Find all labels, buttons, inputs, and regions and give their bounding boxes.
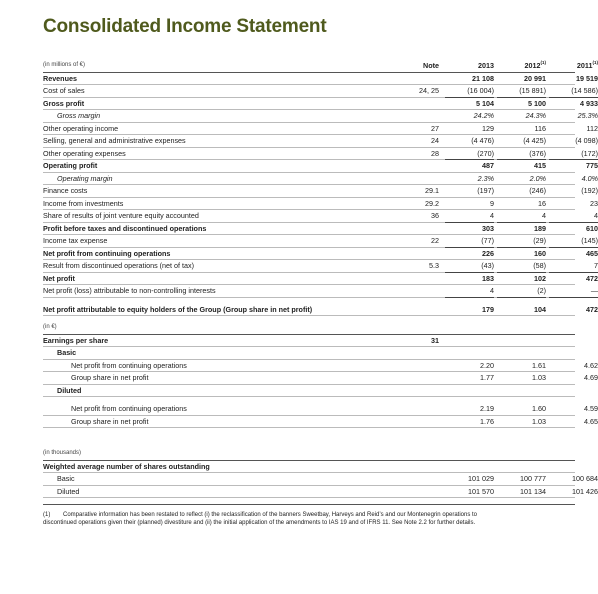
value-2012: (376) (497, 148, 546, 161)
table-row (43, 198, 598, 211)
row-note: 31 (431, 335, 439, 345)
table-row (43, 173, 598, 186)
row-note: 22 (431, 236, 439, 245)
row-label: Net profit from continuing operations (43, 248, 171, 258)
table-row (43, 473, 598, 486)
year-2012-header: 2012$^{(1)}$ (524, 60, 546, 70)
value-2013: 129 (482, 123, 494, 133)
table-row (43, 98, 598, 111)
value-2012: 189 (534, 223, 546, 233)
table-row (43, 416, 598, 429)
table-row (43, 223, 598, 236)
income-statement-table (43, 60, 598, 316)
shares-header-row (43, 448, 575, 461)
footnote-line-2: discontinued operations given their (planned) divestiture and (ii) the initial application of the amendments to IAS 19 and of IFRS 11. See Note 2.2 for further details. (43, 520, 476, 526)
table-row (43, 260, 598, 273)
row-label: Weighted average number of shares outstanding (43, 461, 210, 471)
value-2011: 4.65 (584, 416, 598, 426)
value-2011: (192) (581, 186, 598, 195)
table-row (43, 135, 598, 148)
value-2012: (2) (497, 285, 546, 298)
value-2013: 1.76 (480, 416, 494, 426)
table-row (43, 486, 598, 499)
value-2012: 415 (534, 161, 546, 170)
year-2011-header: 2011$^{(1)}$ (576, 60, 598, 70)
value-2012: 160 (534, 248, 546, 258)
footnote-marker: (1) (43, 512, 51, 518)
page-title: Consolidated Income Statement (43, 16, 327, 37)
value-2011: 112 (586, 123, 598, 133)
value-2011: 101 426 (572, 486, 598, 496)
table-row (43, 360, 598, 373)
table-row (43, 304, 598, 317)
value-2013: 24.2% (473, 111, 494, 120)
value-2012: 4 (497, 210, 546, 223)
eps-header-row (43, 322, 575, 335)
eps-rows (43, 335, 598, 429)
value-2011: 4.62 (584, 360, 598, 370)
table-row (43, 273, 598, 286)
value-2013: (77) (445, 235, 494, 248)
value-2013: (197) (477, 186, 494, 195)
value-2011: 19 519 (576, 73, 598, 83)
row-note: 29.1 (425, 186, 439, 195)
table-row (43, 73, 598, 86)
table-row (43, 385, 575, 398)
value-2011: — (549, 285, 598, 298)
row-label: Selling, general and administrative expenses (43, 136, 186, 145)
value-2013: 101 029 (468, 474, 494, 483)
value-2011: 7 (549, 260, 598, 273)
value-2013: 226 (482, 248, 494, 258)
row-label: Earnings per share (43, 335, 109, 345)
row-note: 27 (431, 123, 439, 133)
table-row (43, 248, 598, 261)
table-row (43, 461, 575, 474)
value-2013: (16 004) (445, 85, 494, 98)
value-2011: 775 (586, 161, 598, 170)
table-row (43, 347, 575, 360)
note-column-header: Note (423, 61, 439, 70)
value-2011: 25.3% (577, 111, 598, 120)
row-label: Net profit (43, 273, 75, 283)
value-2012: (15 891) (497, 85, 546, 98)
value-2011: 465 (586, 248, 598, 258)
value-2012: 100 777 (520, 474, 546, 483)
row-note: 28 (431, 148, 439, 158)
value-2011: 4 (549, 210, 598, 223)
value-2012: 104 (534, 304, 546, 314)
value-2011: 472 (586, 273, 598, 283)
table-row (43, 123, 598, 136)
value-2013: 179 (482, 304, 494, 314)
table-row (43, 85, 598, 98)
value-2013: 183 (482, 273, 494, 283)
value-2013: 4 (445, 210, 494, 223)
row-label: Net profit from continuing operations (71, 360, 187, 370)
row-note: 5.3 (429, 261, 439, 270)
value-2013: 303 (482, 223, 494, 233)
row-label: Revenues (43, 73, 77, 83)
value-2011: 4.69 (584, 373, 598, 382)
footnote-divider (43, 504, 575, 505)
table-row (43, 210, 598, 223)
value-2013: 2.3% (477, 173, 494, 183)
value-2012: (29) (497, 235, 546, 248)
row-note: 24 (431, 136, 439, 145)
table-row (43, 403, 598, 416)
value-2012: 1.03 (532, 373, 546, 382)
row-label: Gross profit (43, 98, 85, 108)
eps-table (43, 322, 598, 428)
value-2012: 2.0% (529, 173, 546, 183)
table-row (43, 148, 598, 161)
row-label: Cost of sales (43, 86, 85, 95)
value-2013: 9 (490, 198, 494, 208)
value-2012: 24.3% (525, 111, 546, 120)
value-2013: 2.19 (480, 404, 494, 413)
row-label: Group share in net profit (71, 416, 149, 426)
value-2011: 100 684 (572, 474, 598, 483)
row-label: Other operating income (43, 123, 119, 133)
row-note: 36 (431, 211, 439, 220)
row-label: Basic (57, 348, 77, 357)
row-label: Net profit from continuing operations (71, 404, 187, 413)
value-2012: 1.60 (532, 404, 546, 413)
table-row (43, 285, 598, 298)
income-rows (43, 73, 598, 317)
table-row (43, 160, 598, 173)
value-2011: 4 933 (580, 98, 598, 108)
row-label: Share of results of joint venture equity accounted (43, 211, 199, 220)
value-2011: (4 098) (575, 136, 598, 145)
row-label: Group share in net profit (71, 373, 149, 382)
value-2013: 2.20 (480, 360, 494, 370)
shares-rows (43, 461, 598, 499)
row-label: Net profit (loss) attributable to non-controlling interests (43, 286, 216, 295)
table-row (43, 185, 598, 198)
row-label: Net profit attributable to equity holders of the Group (Group share in net profit) (43, 304, 313, 314)
footnote-line-1: Comparative information has been restated to reflect (i) the reclassification of the banners Sweetbay, Harveys and Reid’s and our Montenegrin operations to (63, 512, 478, 518)
value-2012: 116 (534, 123, 546, 133)
value-2012: 1.03 (532, 416, 546, 426)
value-2013: (4 476) (471, 136, 494, 145)
value-2012: 20 991 (524, 73, 546, 83)
shares-unit-label: (in thousands) (43, 450, 82, 456)
value-2013: 487 (482, 161, 494, 170)
row-note: 29.2 (425, 198, 439, 208)
value-2011: 4.0% (581, 173, 598, 183)
unit-label: (in millions of €) (43, 62, 86, 68)
value-2012: (4 425) (523, 136, 546, 145)
value-2012: (58) (497, 260, 546, 273)
year-2013-header: 2013 (478, 61, 494, 70)
value-2013: 5 104 (476, 98, 494, 108)
table-row (43, 372, 598, 385)
value-2011: (14 586) (549, 85, 598, 98)
eps-unit-label: (in €) (43, 324, 57, 330)
table-row (43, 110, 598, 123)
value-2013: 21 108 (472, 73, 494, 83)
value-2011: (145) (549, 235, 598, 248)
row-label: Other operating expenses (43, 148, 126, 158)
row-label: Diluted (57, 486, 80, 496)
value-2013: 1.77 (480, 373, 494, 382)
shares-table (43, 448, 598, 498)
value-2011: 4.59 (584, 404, 598, 413)
value-2013: (43) (445, 260, 494, 273)
row-label: Operating profit (43, 161, 98, 170)
value-2011: 23 (590, 198, 598, 208)
value-2012: 5 100 (528, 98, 546, 108)
row-label: Income from investments (43, 198, 124, 208)
row-label: Basic (57, 474, 75, 483)
table-row (43, 335, 575, 348)
value-2013: 101 570 (468, 486, 494, 496)
value-2013: 4 (445, 285, 494, 298)
value-2011: (172) (549, 148, 598, 161)
row-label: Operating margin (57, 173, 113, 183)
value-2012: 102 (534, 273, 546, 283)
table-header-row (43, 60, 598, 73)
row-label: Finance costs (43, 186, 88, 195)
value-2012: (246) (529, 186, 546, 195)
row-note: 24, 25 (419, 86, 439, 95)
value-2011: 610 (586, 223, 598, 233)
row-label: Diluted (57, 385, 82, 395)
value-2013: (270) (445, 148, 494, 161)
row-label: Gross margin (57, 111, 101, 120)
value-2012: 16 (538, 198, 546, 208)
table-row (43, 235, 598, 248)
value-2012: 101 134 (520, 486, 546, 496)
row-label: Profit before taxes and discontinued operations (43, 223, 207, 233)
value-2011: 472 (586, 304, 598, 314)
row-label: Result from discontinued operations (net of tax) (43, 261, 195, 270)
value-2012: 1.61 (532, 360, 546, 370)
row-label: Income tax expense (43, 236, 108, 245)
